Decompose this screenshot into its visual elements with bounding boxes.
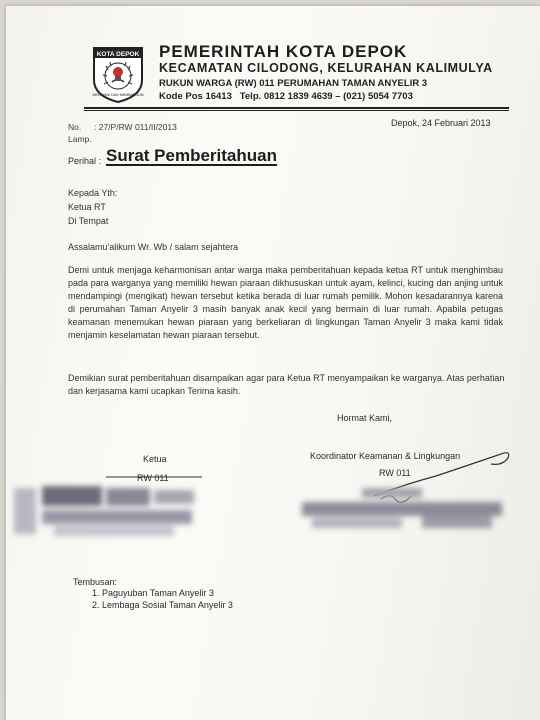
cc-item: 1. Paguyuban Taman Anyelir 3 xyxy=(92,588,214,598)
letterhead-rw-line: RUKUN WARGA (RW) 011 PERUMAHAN TAMAN ANYELIR 3 xyxy=(159,78,428,89)
cc-label: Tembusan: xyxy=(73,577,118,587)
letterhead-divider-thin xyxy=(84,110,509,111)
recipient-line-1: Kepada Yth: xyxy=(68,188,118,198)
body-paragraph-2: Demikian surat pemberitahuan disampaikan agar para Ketua RT menyampaikan ke warganya. Atas perhatian dan kerjasama kami ucapkan Terima kasih. xyxy=(68,373,505,396)
subject-label: Perihal : xyxy=(68,156,102,166)
greeting: Assalamu'alikum Wr. Wb / salam sejahtera xyxy=(68,242,239,252)
left-signatory-unit: RW 011 xyxy=(137,473,169,483)
letterhead-contact xyxy=(159,91,413,102)
redacted-name-right xyxy=(302,486,512,536)
letter-page xyxy=(6,6,540,720)
city-logo xyxy=(92,46,144,104)
logo-text: KOTA DEPOK xyxy=(96,51,140,58)
logo-motto: MELAYANI DAN MEMBANGUN xyxy=(92,93,144,97)
redacted-name-left xyxy=(14,484,214,544)
phone-numbers: Telp. 0812 1839 4639 – (021) 5054 7703 xyxy=(239,91,413,102)
attachment-label: Lamp. xyxy=(68,134,92,144)
letterhead-subtitle: KECAMATAN CILODONG, KELURAHAN KALIMULYA xyxy=(159,61,493,75)
recipient-line-3: Di Tempat xyxy=(68,216,109,226)
letterhead-divider-thick xyxy=(84,107,509,109)
letter-subject: Surat Pemberitahuan xyxy=(106,146,277,165)
postal-code: Kode Pos 16413 xyxy=(159,91,232,102)
right-signatory-title: Koordinator Keamanan & Lingkungan xyxy=(310,451,461,461)
letter-number: : 27/P/RW 011/II/2013 xyxy=(94,122,177,132)
recipient-line-2: Ketua RT xyxy=(68,202,106,212)
number-label: No. xyxy=(68,122,82,132)
right-signatory-unit: RW 011 xyxy=(379,468,411,478)
letter-date: Depok, 24 Februari 2013 xyxy=(391,118,491,128)
letterhead-title: PEMERINTAH KOTA DEPOK xyxy=(159,42,408,61)
closing: Hormat Kami, xyxy=(337,413,393,423)
body-paragraph-1: Demi untuk menjaga keharmonisan antar warga maka pemberitahuan kepada ketua RT untuk menghimbau pada para warganya yang memiliki hewan piaraan dikhususkan untuk ayam, kelinci, kucing dan anjing untuk mendampingi (mengikat) hewan tersebut ketika berada di luar rumah pemilik. Mohon kesadarannya karena di perumahan Taman Anyelir 3 masih banyak anak kecil yang bermain di luar rumah. Apabila petugas keamanan menemukan hewan piaraan yang berkeliaran di lingkungan Taman Anyelir 3 maka kami tidak menjamin keselamatan hewan piaraan tersebut. xyxy=(68,265,503,340)
cc-item: 2. Lembaga Sosial Taman Anyelir 3 xyxy=(92,600,233,610)
left-signatory-title: Ketua xyxy=(143,454,167,464)
